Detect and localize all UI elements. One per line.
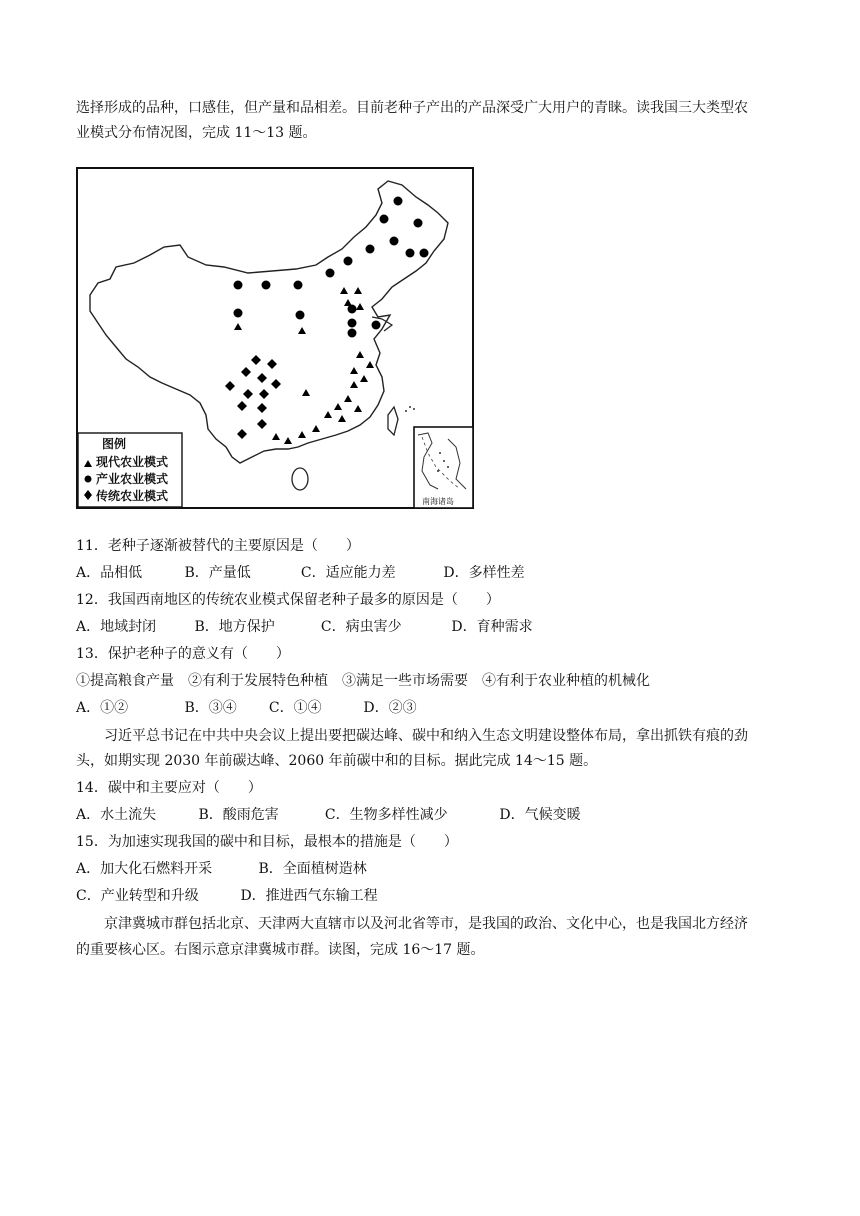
intro-line-2: 业模式分布情况图，完成 11～13 题。	[76, 125, 317, 141]
q12-options	[76, 618, 533, 636]
passage2-line-1: 习近平总书记在中共中央会议上提出要把碳达峰、碳中和纳入生态文明建设整体布局，拿出抓铁有痕的劲	[104, 728, 748, 744]
q13-option-c[interactable]: C．①④	[268, 700, 322, 716]
q14-option-b[interactable]: B．酸雨危害	[198, 807, 279, 823]
q15-stem: 15．为加速实现我国的碳中和目标，最根本的措施是（ ）	[76, 834, 458, 850]
q14-options	[76, 806, 581, 824]
q12-option-c[interactable]: C．病虫害少	[320, 619, 402, 635]
passage2-line-2: 头，如期实现 2030 年前碳达峰、2060 年前碳中和的目标。据此完成 14～15 题。	[76, 753, 598, 769]
q15-options-row1	[76, 860, 367, 878]
q12-stem: 12．我国西南地区的传统农业模式保留老种子最多的原因是（ ）	[76, 592, 500, 608]
china-agriculture-map	[76, 167, 474, 509]
q11-options	[76, 564, 525, 582]
q14-option-a[interactable]: A．水土流失	[76, 807, 157, 823]
q13-items: ①提高粮食产量 ②有利于发展特色种植 ③满足一些市场需要 ④有利于农业种植的机械化	[76, 673, 650, 689]
inset-label: 南海诸岛	[422, 497, 454, 506]
q15-option-c[interactable]: C．产业转型和升级	[76, 888, 199, 904]
q11-stem: 11．老种子逐渐被替代的主要原因是（ ）	[76, 538, 360, 554]
q12-option-d[interactable]: D．育种需求	[451, 619, 533, 635]
legend-label-modern: 现代农业模式	[96, 455, 169, 469]
q13-option-a[interactable]: A．①②	[76, 700, 129, 716]
q13-options	[76, 699, 417, 717]
legend-title: 图例	[102, 437, 127, 451]
intro-line-1: 选择形成的品种，口感佳，但产量和品相差。目前老种子产出的产品深受广大用户的青睐。读我国三大类型农	[76, 100, 748, 116]
q15-option-b[interactable]: B．全面植树造林	[258, 861, 367, 877]
q14-stem: 14．碳中和主要应对（ ）	[76, 780, 262, 796]
south-china-sea-inset	[414, 427, 473, 508]
q12-option-b[interactable]: B．地方保护	[194, 619, 275, 635]
q15-option-a[interactable]: A．加大化石燃料开采	[76, 861, 213, 877]
q14-option-c[interactable]: C．生物多样性减少	[324, 807, 448, 823]
passage3-line-2: 的重要核心区。右图示意京津冀城市群。读图，完成 16～17 题。	[76, 942, 485, 958]
legend-label-industrial: 产业农业模式	[96, 472, 169, 486]
q15-option-d[interactable]: D．推进西气东输工程	[240, 888, 378, 904]
q11-option-b[interactable]: B．产量低	[184, 565, 251, 581]
q11-option-d[interactable]: D．多样性差	[443, 565, 525, 581]
q14-option-d[interactable]: D．气候变暖	[499, 807, 581, 823]
q13-stem: 13．保护老种子的意义有（ ）	[76, 646, 290, 662]
q13-option-b[interactable]: B．③④	[184, 700, 237, 716]
q13-option-d[interactable]: D．②③	[363, 700, 417, 716]
q11-option-a[interactable]: A．品相低	[76, 565, 143, 581]
legend-circle-icon	[85, 476, 92, 483]
q12-option-a[interactable]: A．地域封闭	[76, 619, 157, 635]
passage3-line-1: 京津冀城市群包括北京、天津两大直辖市以及河北省等市，是我国的政治、文化中心，也是我国北方经济	[104, 916, 748, 932]
q11-option-c[interactable]: C．适应能力差	[300, 565, 396, 581]
q15-options-row2	[76, 887, 378, 905]
legend-label-traditional: 传统农业模式	[96, 489, 169, 503]
